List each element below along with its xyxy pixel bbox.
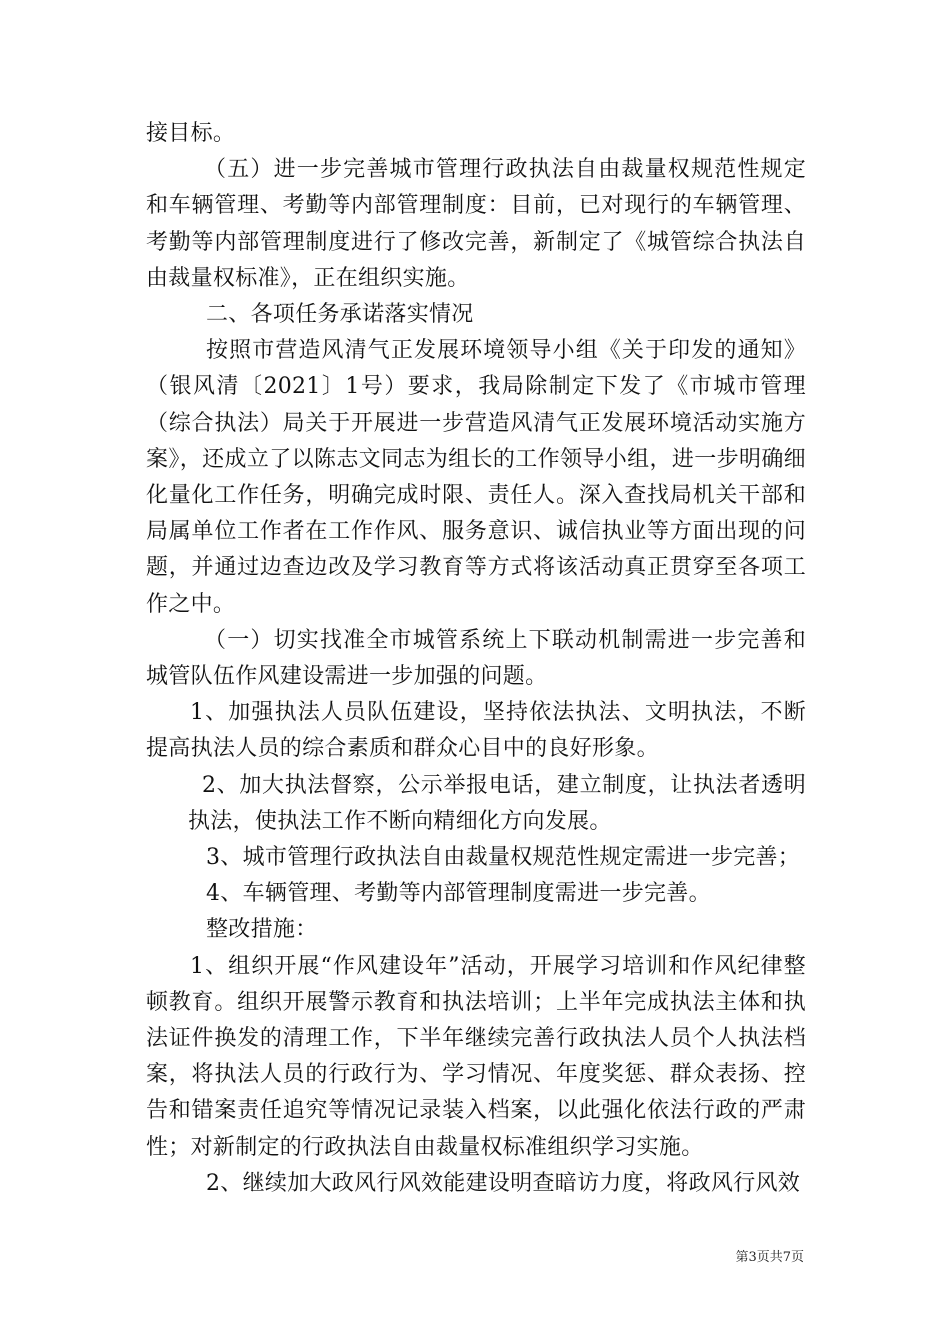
paragraph-item-one: （一）切实找准全市城管系统上下联动机制需进一步完善和城管队伍作风建设需进一步加强的问题。 xyxy=(146,627,806,690)
document-body xyxy=(146,116,806,1202)
list-item-2: 2、加大执法督察，公示举报电话，建立制度，让执法者透明执法，使执法工作不断向精细化方向发展。 xyxy=(188,772,806,834)
rectification-heading: 整改措施： xyxy=(206,917,318,943)
paragraph-continuation: 接目标。 xyxy=(146,121,236,146)
page-number: 第3页共7页 xyxy=(735,1250,804,1265)
measure-item-2: 2、继续加大政风行风效能建设明查暗访力度，将政风行风效 xyxy=(206,1170,801,1196)
list-item-3: 3、城市管理行政执法自由裁量权规范性规定需进一步完善； xyxy=(206,845,801,871)
list-item-4: 4、车辆管理、考勤等内部管理制度需进一步完善。 xyxy=(206,881,711,907)
paragraph-tasks-commitment: 按照市营造风清气正发展环境领导小组《关于印发的通知》（银风清〔2021〕1号）要求，我局除制定下发了《市城市管理（综合执法）局关于开展进一步营造风清气正发展环境活动实施方案》，还成立了以陈志文同志为组长的工作领导小组，进一步明确细化量化工作任务，明确完成时限、责任人。深入查找局机关干部和局属单位工作者在工作作风、服务意识、诚信执业等方面出现的问题，并通过边查边改及学习教育等方式将该活动真正贯穿至各项工作之中。 xyxy=(146,338,806,617)
measure-item-1: 1、组织开展“作风建设年”活动，开展学习培训和作风纪律整顿教育。组织开展警示教育和执法培训；上半年完成执法主体和执法证件换发的清理工作，下半年继续完善行政执法人员个人执法档案，将执法人员的行政行为、学习情况、年度奖惩、群众表扬、控告和错案责任追究等情况记录装入档案，以此强化依法行政的严肃性；对新制定的行政执法自由裁量权标准组织学习实施。 xyxy=(146,953,806,1160)
list-item-1: 1、加强执法人员队伍建设，坚持依法执法、文明执法，不断提高执法人员的综合素质和群众心目中的良好形象。 xyxy=(146,700,806,762)
section-heading-two: 二、各项任务承诺落实情况 xyxy=(206,302,474,328)
paragraph-item-five: （五）进一步完善城市管理行政执法自由裁量权规范性规定和车辆管理、考勤等内部管理制度：目前，已对现行的车辆管理、考勤等内部管理制度进行了修改完善，新制定了《城管综合执法自由裁量权标准》，正在组织实施。 xyxy=(146,157,806,291)
